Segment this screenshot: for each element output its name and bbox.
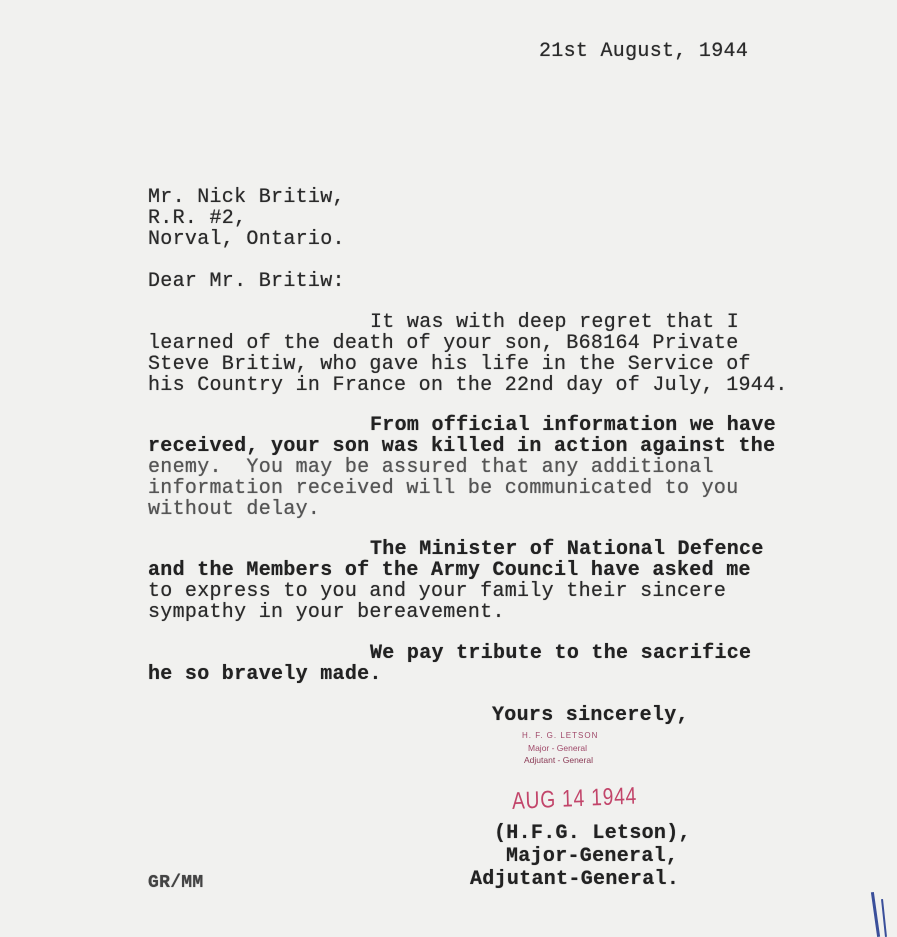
paragraph-4-line: he so bravely made. — [148, 663, 382, 686]
ink-mark — [881, 899, 887, 937]
paragraph-1-line: It was with deep regret that I — [370, 311, 740, 334]
paragraph-3-line: to express to you and your family their sincere — [148, 580, 727, 603]
paragraph-2-line: received, your son was killed in action against the — [148, 435, 776, 458]
paragraph-3-line: and the Members of the Army Council have asked me — [148, 559, 751, 582]
closing: Yours sincerely, — [492, 704, 689, 727]
signature-stamp-title: Adjutant - General — [524, 755, 593, 765]
paragraph-1-line: learned of the death of your son, B68164 Private — [148, 332, 739, 355]
signature-rank: Major-General, — [506, 845, 679, 868]
paragraph-3-line: sympathy in your bereavement. — [148, 601, 505, 624]
paragraph-2-line: From official information we have — [370, 414, 776, 437]
paragraph-2-line: information received will be communicated to you — [148, 477, 739, 500]
salutation: Dear Mr. Britiw: — [148, 270, 345, 293]
recipient-address-1: R.R. #2, — [148, 207, 247, 230]
paragraph-4-line: We pay tribute to the sacrifice — [370, 642, 752, 665]
paragraph-2-line: enemy. You may be assured that any additional — [148, 456, 714, 479]
signature-stamp-name: H. F. G. LETSON — [522, 731, 599, 740]
recipient-name: Mr. Nick Britiw, — [148, 186, 345, 209]
reference-initials: GR/MM — [148, 873, 204, 893]
received-date-stamp: AUG 14 1944 — [511, 782, 638, 815]
signature-name: (H.F.G. Letson), — [494, 822, 691, 845]
paragraph-1-line: Steve Britiw, who gave his life in the Service of — [148, 353, 751, 376]
paragraph-3-line: The Minister of National Defence — [370, 538, 764, 561]
letter-date: 21st August, 1944 — [539, 40, 749, 63]
signature-title: Adjutant-General. — [470, 868, 680, 891]
paragraph-1-line: his Country in France on the 22nd day of July, 1944. — [148, 374, 788, 397]
paragraph-2-line: without delay. — [148, 498, 321, 521]
ink-mark — [871, 892, 880, 937]
signature-stamp-rank: Major - General — [528, 743, 588, 753]
recipient-address-2: Norval, Ontario. — [148, 228, 345, 251]
